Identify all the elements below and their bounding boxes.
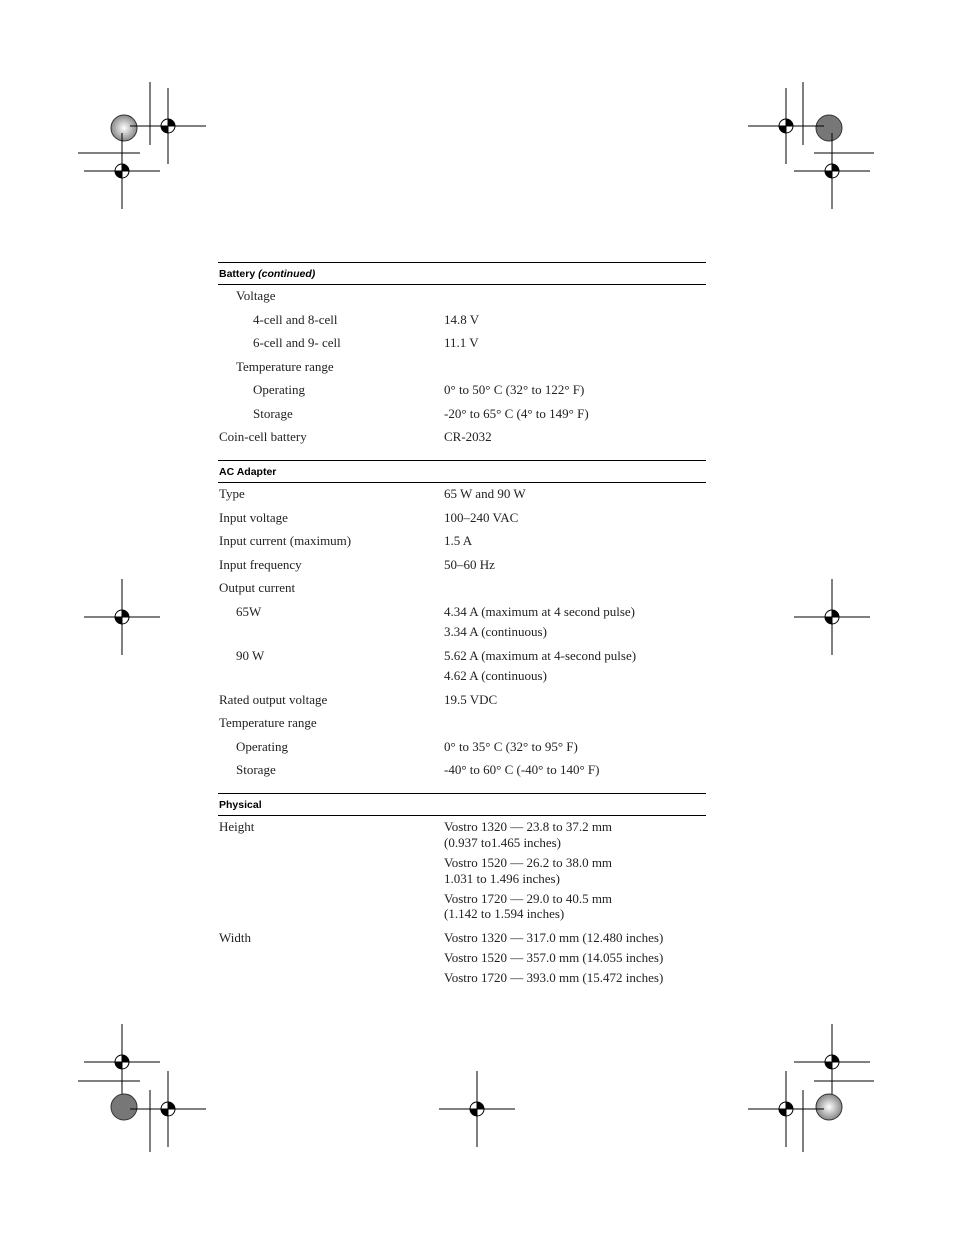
row-value: 0° to 35° C (32° to 95° F) [444,738,578,754]
row-value: 4.34 A (maximum at 4 second pulse) [444,603,636,619]
table-row [218,332,706,356]
width-value: Vostro 1720 — 393.0 mm (15.472 inches) [444,970,664,985]
row-label: 90 W [236,647,265,663]
table-row [218,507,706,531]
table-row [218,403,706,427]
ac-adapter-section-header [218,460,706,483]
row-value: 100–240 VAC [444,509,519,525]
star-target-icon [816,115,842,141]
row-value: 19.5 VDC [444,691,498,707]
physical-title: Physical [219,799,262,811]
row-value: 50–60 Hz [444,556,495,572]
table-row [218,483,706,507]
table-row [218,645,706,689]
battery-title-suffix: (continued) [258,268,316,280]
row-label: 6-cell and 9- cell [253,335,341,350]
height-value: (1.142 to 1.594 inches) [444,906,565,921]
row-label: Output current [219,580,296,595]
row-label: Input current (maximum) [219,533,352,548]
physical-rows [218,816,706,996]
row-label: Operating [236,738,288,754]
height-value: (0.937 to1.465 inches) [444,835,561,850]
ac-adapter-title: AC Adapter [219,466,277,478]
row-label: Coin-cell battery [219,429,307,444]
row-value-secondary: 4.62 A (continuous) [444,667,547,683]
table-row [218,530,706,554]
table-row [218,577,706,601]
spec-table [218,262,706,996]
row-label: Rated output voltage [219,691,328,707]
table-row [218,601,706,645]
row-value: 14.8 V [444,311,480,327]
row-value: 1.5 A [444,533,473,548]
table-row [218,554,706,578]
width-label: Width [219,930,251,945]
battery-section-header [218,262,706,285]
row-value: 65 W and 90 W [444,486,526,501]
table-row [218,736,706,760]
table-row [218,426,706,450]
row-label: Temperature range [236,358,334,374]
table-row [218,379,706,403]
table-row [218,759,706,783]
height-label: Height [219,819,255,834]
table-row [218,712,706,736]
table-row [218,356,706,380]
height-value: 1.031 to 1.496 inches) [444,871,560,886]
battery-rows [218,285,706,460]
row-value: 0° to 50° C (32° to 122° F) [444,382,585,397]
battery-title: Battery [219,268,256,280]
row-label: 65W [236,603,262,619]
star-target-icon [111,115,137,141]
row-value: CR-2032 [444,429,492,444]
width-value: Vostro 1320 — 317.0 mm (12.480 inches) [444,930,664,945]
width-value: Vostro 1520 — 357.0 mm (14.055 inches) [444,950,664,965]
star-target-icon [111,1094,137,1120]
table-row [218,309,706,333]
row-value: -20° to 65° C (4° to 149° F) [444,405,589,421]
row-value: 5.62 A (maximum at 4-second pulse) [444,647,637,663]
star-target-icon [816,1094,842,1120]
row-label: 4-cell and 8-cell [253,311,338,327]
row-label: Storage [236,762,276,777]
row-label: Operating [253,382,305,397]
table-row [218,689,706,713]
height-value: Vostro 1720 — 29.0 to 40.5 mm [444,891,613,906]
row-label: Voltage [236,288,276,303]
physical-section-header [218,793,706,816]
table-row [218,285,706,309]
row-label: Temperature range [219,715,317,730]
height-value: Vostro 1520 — 26.2 to 38.0 mm [444,855,613,870]
row-value: -40° to 60° C (-40° to 140° F) [444,762,600,777]
row-label: Storage [253,405,293,421]
ac-adapter-rows [218,483,706,793]
row-label: Input voltage [219,509,288,525]
row-value-secondary: 3.34 A (continuous) [444,623,547,639]
height-value: Vostro 1320 — 23.8 to 37.2 mm [444,819,613,834]
row-label: Type [219,486,245,501]
row-value: 11.1 V [444,335,479,350]
row-label: Input frequency [219,556,302,572]
